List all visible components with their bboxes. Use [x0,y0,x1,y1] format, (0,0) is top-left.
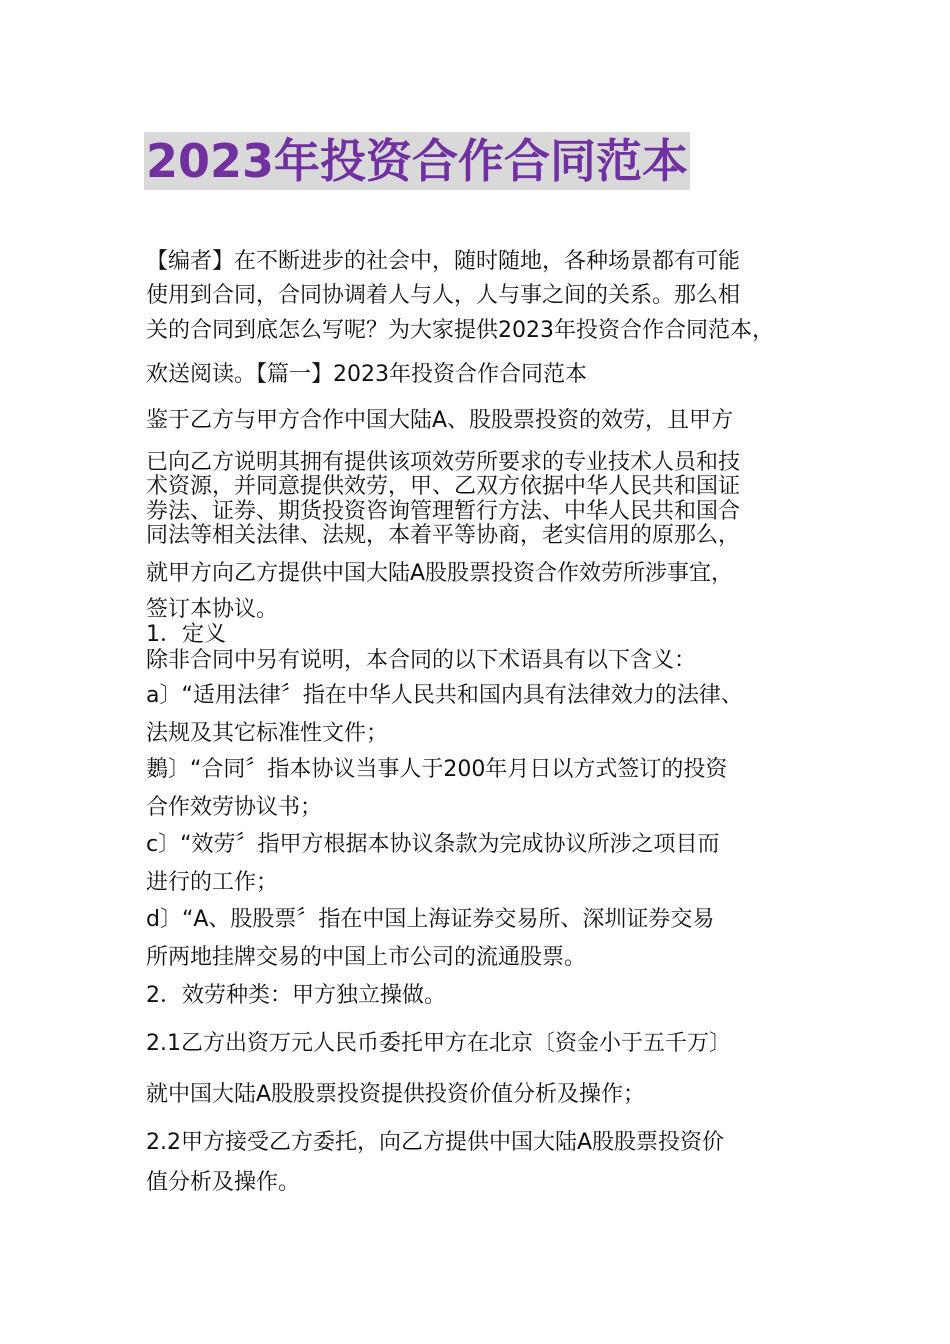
body-line-11: 签订本协议。 [146,597,279,622]
body-line-23: 2.1乙方出资万元人民币委托甲方在北京〔资金小于五千万〕 [146,1031,731,1056]
body-line-13: 除非合同中另有说明，本合同的以下术语具有以下含义： [146,648,697,673]
body-line-16: 鶈〕“合同〞指本协议当事人于200年月日以方式签订的投资 [146,757,728,782]
document-title: 2023年投资合作合同范本 [146,134,689,188]
body-line-7: 术资源，并同意提供效劳，甲、乙双方依据中华人民共和国证 [146,474,741,499]
body-line-9: 同法等相关法律、法规，本着平等协商，老实信用的原那么， [146,523,741,548]
body-line-2: 使用到合同，合同协调着人与人，人与事之间的关系。那么相 [146,283,741,308]
body-line-18: c〕“效劳〞指甲方根据本协议条款为完成协议所涉之项目而 [146,832,720,857]
body-line-20: d〕“A、股股票〞指在中国上海证券交易所、深圳证券交易 [146,907,715,932]
body-line-12: 1．定义 [146,622,226,647]
body-line-6: 已向乙方说明其拥有提供该项效劳所要求的专业技术人员和技 [146,450,741,475]
body-line-24: 就中国大陆A股股票投资提供投资价值分析及操作； [146,1082,646,1107]
body-line-1: 【编者】在不断进步的社会中，随时随地，各种场景都有可能 [146,249,741,274]
body-line-3: 关的合同到底怎么写呢？为大家提供2023年投资合作合同范本， [146,318,774,343]
body-line-5: 鉴于乙方与甲方合作中国大陆A、股股票投资的效劳，且甲方 [146,408,734,433]
body-line-25: 2.2甲方接受乙方委托，向乙方提供中国大陆A股股票投资价 [146,1130,725,1155]
body-line-21: 所两地挂牌交易的中国上市公司的流通股票。 [146,945,587,970]
body-line-4: 欢送阅读。【篇一】2023年投资合作合同范本 [146,362,587,387]
body-line-26: 值分析及操作。 [146,1170,301,1195]
body-line-10: 就甲方向乙方提供中国大陆A股股票投资合作效劳所涉事宜， [146,561,734,586]
body-line-22: 2．效劳种类：甲方独立操做。 [146,983,446,1008]
body-line-15: 法规及其它标准性文件； [146,721,389,746]
body-line-17: 合作效劳协议书； [146,795,323,820]
body-line-14: a〕“适用法律〞指在中华人民共和国内具有法律效力的法律、 [146,683,743,708]
body-line-8: 券法、证券、期货投资咨询管理暂行方法、中华人民共和国合 [146,499,741,524]
body-line-19: 进行的工作； [146,870,279,895]
